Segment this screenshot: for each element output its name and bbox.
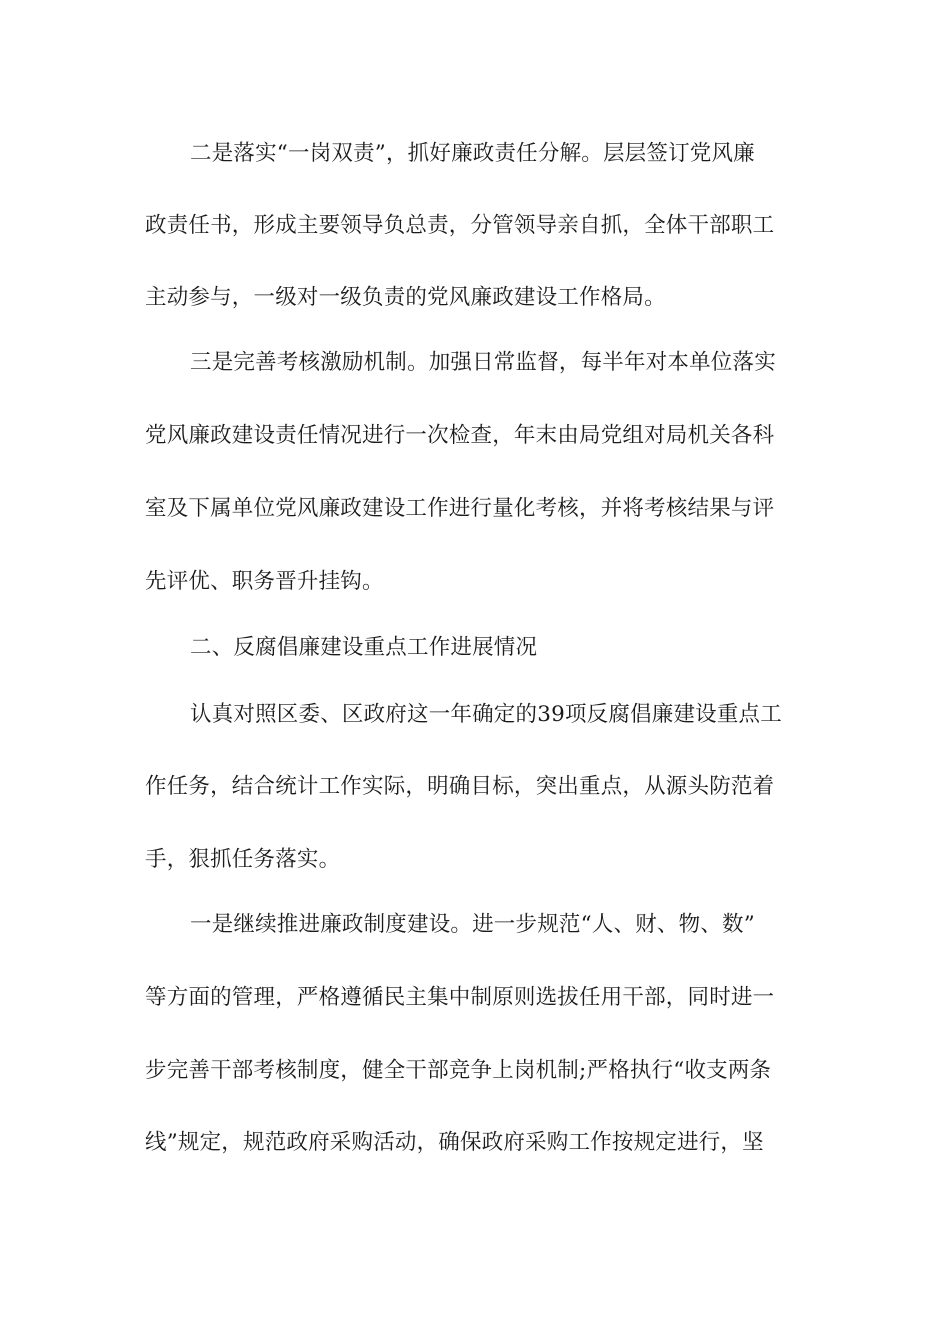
paragraph-2-line-3: 室及下属单位党风廉政建设工作进行量化考核，并将考核结果与评 <box>145 496 775 521</box>
paragraph-3-line-3: 手，狠抓任务落实。 <box>145 847 341 872</box>
paragraph-4-line-4: 线”规定，规范政府采购活动，确保政府采购工作按规定进行，坚 <box>145 1130 764 1155</box>
paragraph-1-line-1: 二是落实“一岗双责”，抓好廉政责任分解。层层签订党风廉 <box>190 141 755 166</box>
paragraph-1-line-2: 政责任书，形成主要领导负总责，分管领导亲自抓，全体干部职工 <box>145 213 775 238</box>
paragraph-3-line-2: 作任务，结合统计工作实际，明确目标，突出重点，从源头防范着 <box>145 774 775 799</box>
section-heading: 二、反腐倡廉建设重点工作进展情况 <box>190 635 538 660</box>
paragraph-2-line-2: 党风廉政建设责任情况进行一次检查，年末由局党组对局机关各科 <box>145 423 775 448</box>
paragraph-3-line-1: 认真对照区委、区政府这一年确定的39项反腐倡廉建设重点工 <box>190 702 782 727</box>
paragraph-1-line-3: 主动参与，一级对一级负责的党风廉政建设工作格局。 <box>145 285 666 310</box>
paragraph-4-line-1: 一是继续推进廉政制度建设。进一步规范“人、财、物、数” <box>190 912 755 937</box>
paragraph-2-line-4: 先评优、职务晋升挂钩。 <box>145 569 384 594</box>
paragraph-2-line-1: 三是完善考核激励机制。加强日常监督，每半年对本单位落实 <box>190 350 776 375</box>
paragraph-4-line-3: 步完善干部考核制度，健全干部竞争上岗机制;严格执行“收支两条 <box>145 1058 772 1083</box>
paragraph-4-line-2: 等方面的管理，严格遵循民主集中制原则选拔任用干部，同时进一 <box>145 985 775 1010</box>
